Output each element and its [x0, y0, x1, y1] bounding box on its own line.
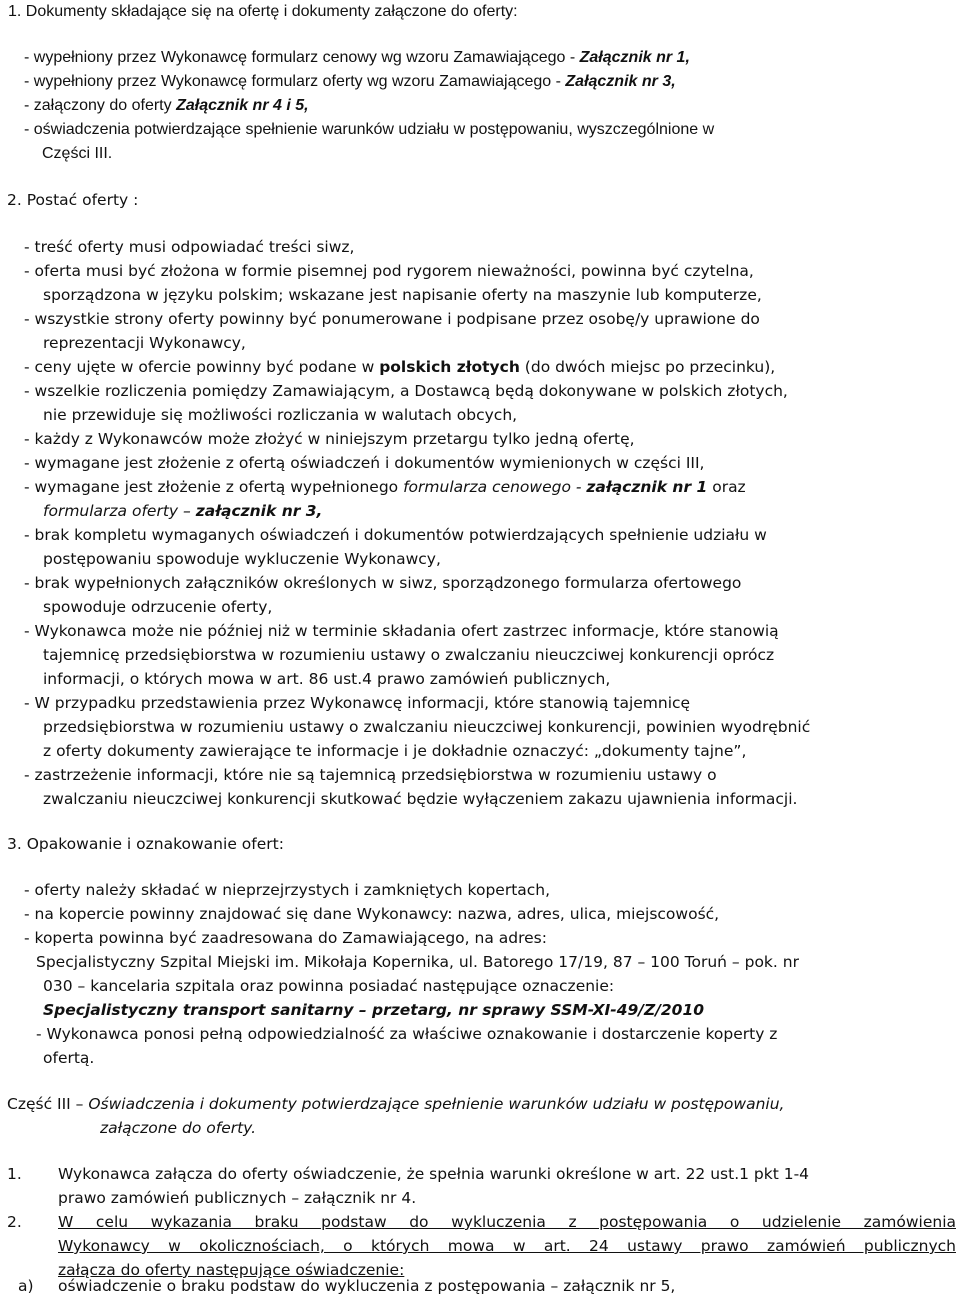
s2-line: nie przewiduje się możliwości rozliczania w walutach obcych,: [43, 406, 518, 424]
item-2-text: załącza do oferty następujące oświadczenie:: [58, 1261, 405, 1279]
s2-line: z oferty dokumenty zawierające te informacje i je dokładnie oznaczyć: „dokumenty tajne”,: [43, 742, 747, 760]
s2-line: - oferta musi być złożona w formie pisemnej pod rygorem nieważności, powinna być czytelna,: [24, 262, 754, 280]
s3-line: - na kopercie powinny znajdować się dane Wykonawcy: nazwa, adres, ulica, miejscowość,: [24, 905, 720, 923]
part-3-heading-cont: załączone do oferty.: [100, 1119, 257, 1137]
item-2-number: 2.: [7, 1213, 22, 1231]
s2-line: - brak wypełnionych załączników określonych w siwz, sporządzonego formularza ofertowego: [24, 574, 742, 592]
s2-line: - wymagane jest złożenie z ofertą wypełnionego formularza cenowego - załącznik nr 1 oraz: [24, 478, 746, 496]
s2-line: - W przypadku przedstawienia przez Wykonawcę informacji, które stanowią tajemnicę: [24, 694, 691, 712]
s2-line: zwalczaniu nieuczciwej konkurencji skutkować będzie wyłączeniem zakazu ujawnienia informacji.: [43, 790, 798, 808]
s3-line: - Wykonawca ponosi pełną odpowiedzialność za właściwe oznakowanie i dostarczenie koperty z: [36, 1025, 778, 1043]
s3-line: 030 – kancelaria szpitala oraz powinna posiadać następujące oznaczenie:: [43, 977, 615, 995]
item-1-number: 1.: [7, 1165, 22, 1183]
s2-line: reprezentacji Wykonawcy,: [43, 334, 246, 352]
annex-1-ref: Załącznik nr 1,: [579, 49, 690, 66]
item-1-text: prawo zamówień publicznych – załącznik nr 4.: [58, 1189, 417, 1207]
item-1-text: Wykonawca załącza do oferty oświadczenie, że spełnia warunki określone w art. 22 ust.1 pkt 1-4: [58, 1165, 810, 1183]
sub-item-a-text: oświadczenie o braku podstaw do wykluczenia z postępowania – załącznik nr 5,: [58, 1277, 676, 1295]
s2-line: spowoduje odrzucenie oferty,: [43, 598, 273, 616]
annex-4-5-ref: Załącznik nr 4 i 5,: [176, 97, 309, 114]
s2-line: sporządzona w języku polskim; wskazane jest napisanie oferty na maszynie lub komputerze,: [43, 286, 762, 304]
s2-line: tajemnicę przedsiębiorstwa w rozumieniu ustawy o zwalczaniu nieuczciwej konkurencji oprócz: [43, 646, 775, 664]
currency-emphasis: polskich złotych: [379, 358, 520, 376]
item-2-text: W celu wykazania braku podstaw do wykluczenia z postępowania o udzielenie zamówienia: [58, 1213, 956, 1231]
s3-line: - oferty należy składać w nieprzejrzystych i zamkniętych kopertach,: [24, 881, 551, 899]
s1-line-1: - wypełniony przez Wykonawcę formularz cenowy wg wzoru Zamawiającego - Załącznik nr 1,: [24, 49, 690, 66]
section-2-heading: 2. Postać oferty :: [7, 191, 139, 209]
s1-line-5: Części III.: [42, 145, 113, 162]
s2-line: informacji, o których mowa w art. 86 ust.4 prawo zamówień publicznych,: [43, 670, 611, 688]
part-3-heading: Część III – Oświadczenia i dokumenty potwierdzające spełnienie warunków udziału w postępowaniu,: [7, 1095, 785, 1113]
s3-address-line: Specjalistyczny Szpital Miejski im. Mikołaja Kopernika, ul. Batorego 17/19, 87 – 100 Toruń – pok. nr: [36, 953, 799, 971]
s2-line: - każdy z Wykonawców może złożyć w niniejszym przetargu tylko jedną ofertę,: [24, 430, 635, 448]
s2-line: - wszystkie strony oferty powinny być ponumerowane i podpisane przez osobę/y uprawione do: [24, 310, 760, 328]
s2-line: - brak kompletu wymaganych oświadczeń i dokumentów potwierdzających spełnienie udziału w: [24, 526, 767, 544]
s2-line: - wszelkie rozliczenia pomiędzy Zamawiającym, a Dostawcą będą dokonywane w polskich złotych,: [24, 382, 788, 400]
s1-line-3: - załączony do oferty Załącznik nr 4 i 5,: [24, 97, 309, 114]
s3-line: - koperta powinna być zaadresowana do Zamawiającego, na adres:: [24, 929, 547, 947]
s2-line: postępowaniu spowoduje wykluczenie Wykonawcy,: [43, 550, 441, 568]
s3-line: ofertą.: [43, 1049, 95, 1067]
sub-item-a-label: a): [18, 1277, 34, 1295]
s2-line: - treść oferty musi odpowiadać treści siwz,: [24, 238, 355, 256]
s2-line: formularza oferty – załącznik nr 3,: [43, 502, 323, 520]
s2-line: - ceny ujęte w ofercie powinny być podane w polskich złotych (do dwóch miejsc po przecinku),: [24, 358, 776, 376]
s2-line: przedsiębiorstwa w rozumieniu ustawy o zwalczaniu nieuczciwej konkurencji, powinien wyodrębnić: [43, 718, 811, 736]
section-3-heading: 3. Opakowanie i oznakowanie ofert:: [7, 835, 284, 853]
s1-line-2: - wypełniony przez Wykonawcę formularz oferty wg wzoru Zamawiającego - Załącznik nr 3,: [24, 73, 676, 90]
item-2-text: Wykonawcy w okolicznościach, o których mowa w art. 24 ustawy prawo zamówień publicznych: [58, 1237, 956, 1255]
s2-line: - zastrzeżenie informacji, które nie są tajemnicą przedsiębiorstwa w rozumieniu ustawy o: [24, 766, 717, 784]
s2-line: - Wykonawca może nie później niż w terminie składania ofert zastrzec informacje, które stanowią: [24, 622, 779, 640]
s1-line-4: - oświadczenia potwierdzające spełnienie warunków udziału w postępowaniu, wyszczególnione w: [24, 121, 715, 138]
envelope-marking: Specjalistyczny transport sanitarny – przetarg, nr sprawy SSM-XI-49/Z/2010: [43, 1001, 705, 1019]
section-1-heading: 1. Dokumenty składające się na ofertę i dokumenty załączone do oferty:: [8, 3, 518, 20]
annex-3-ref: Załącznik nr 3,: [565, 73, 676, 90]
s2-line: - wymagane jest złożenie z ofertą oświadczeń i dokumentów wymienionych w części III,: [24, 454, 705, 472]
